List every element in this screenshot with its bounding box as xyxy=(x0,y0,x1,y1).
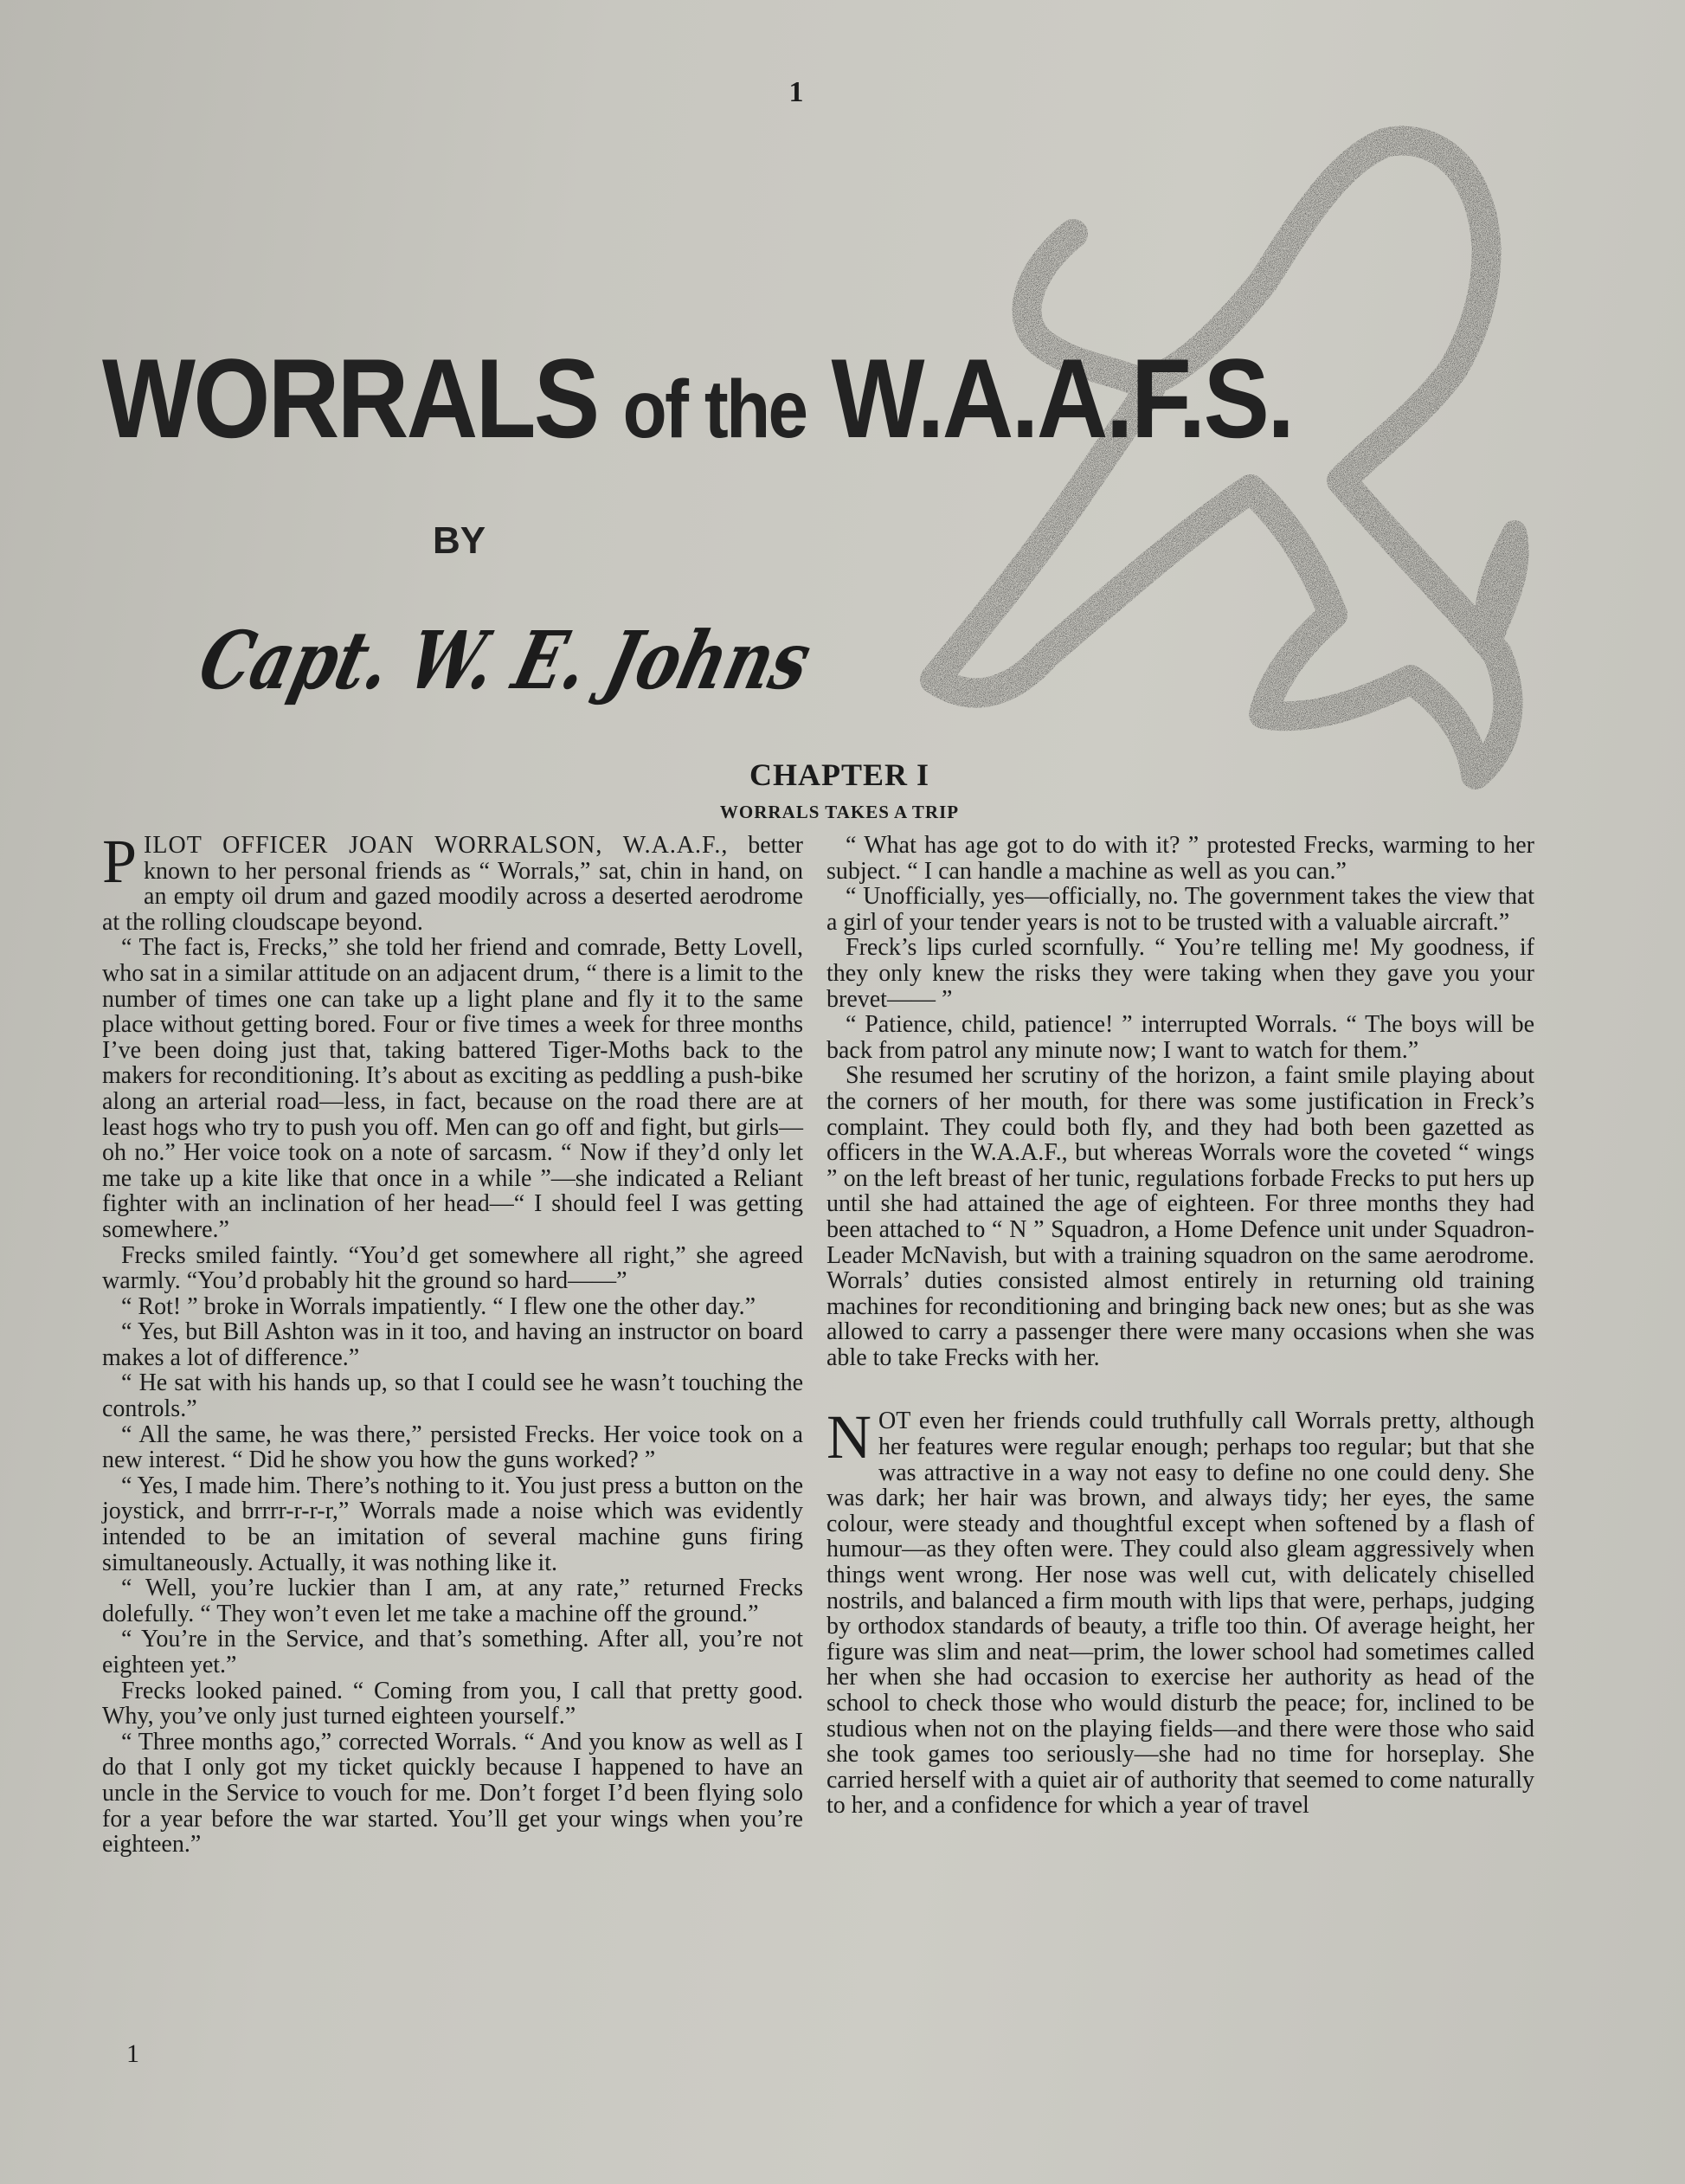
paragraph: Frecks looked pained. “ Coming from you, I call that pretty good. Why, you’ve only just turned eighteen yourself.” xyxy=(102,1677,803,1730)
left-column xyxy=(102,827,803,1859)
opening-paragraph xyxy=(102,827,803,936)
paragraph: “ The fact is, Frecks,” she told her friend and comrade, Betty Lovell, who sat in a similar attitude on an adjacent drum, “ there is a limit to the number of times one can take up a light plane and fly it to the same place without getting bored. Four or five times a week for three months I’ve been doing just that, taking battered Tiger-Moths back to the makers for reconditioning. It’s about as exciting as peddling a push-bike along an arterial road—less, in fact, because on the road there are at least hogs who try to push you off. Men can go off and fight, but girls—oh no.” Her voice took on a note of sarcasm. “ Now if they’d only let me take up a kite like that once in a while ”—she indicated a Reliant fighter with an inclination of her head—“ I should feel I was getting somewhere.” xyxy=(102,934,803,1243)
page-number-top: 1 xyxy=(788,76,804,108)
right-column xyxy=(826,833,1534,1819)
paragraph: “ Three months ago,” corrected Worrals. “ And you know as well as I do that I only got my ticket quickly because I happened to have an uncle in the Service to vouch for me. Don’t forget I’d been flying solo for a year before the war started. You’ll get your wings when you’re eighteen.” xyxy=(102,1728,803,1859)
page-number-bottom: 1 xyxy=(126,2039,139,2068)
dropcap: N xyxy=(826,1402,871,1472)
paragraph: “ Unofficially, yes—officially, no. The government takes the view that a girl of your tender years is not to be trusted with a valuable aircraft.” xyxy=(826,883,1534,936)
opening-caps: ILOT OFFICER JOAN WORRALSON, W.A.A.F., xyxy=(144,832,729,859)
paragraph: “ You’re in the Service, and that’s something. After all, you’re not eighteen yet.” xyxy=(102,1626,803,1678)
paragraph: better known to her personal friends as “ Worrals,” sat, chin in hand, on an empty oil drum and gazed moodily across a deserted aerodrome at the rolling cloudscape beyond. xyxy=(102,832,803,936)
paragraph: “ All the same, he was there,” persisted Frecks. Her voice took on a new interest. “ Did he show you how the guns worked? ” xyxy=(102,1421,803,1474)
title-main: WORRALS xyxy=(102,335,598,461)
paragraph: “ What has age got to do with it? ” protested Frecks, warming to her subject. “ I can handle a machine as well as you can.” xyxy=(826,832,1534,885)
section-break xyxy=(826,1370,1534,1408)
paragraph: She resumed her scrutiny of the horizon, a faint smile playing about the corners of her mouth, for there was some justification in Freck’s complaint. They could both fly, and they had both been gazetted as officers in the W.A.A.F., but whereas Worrals wore the coveted “ wings ” on the left breast of her tunic, regulations forbade Frecks to put hers up until she had attained the age of eighteen. For three months they had been attached to “ N ” Squadron, a Home Defence unit under Squadron-Leader McNavish, but with a training squadron on the same aerodrome. Worrals’ duties consisted almost entirely in returning old training machines for reconditioning and bringing back new ones; but as she was allowed to carry a passenger there were many occasions when she was able to take Frecks with her. xyxy=(826,1062,1534,1371)
second-section-paragraph xyxy=(826,1402,1534,1820)
title-of-the: of the xyxy=(622,364,807,455)
chapter-heading: CHAPTER I xyxy=(749,757,930,792)
story-title xyxy=(102,335,1293,461)
dropcap: P xyxy=(102,827,138,896)
paragraph: Freck’s lips curled scornfully. “ You’re telling me! My goodness, if they only knew the risks they were taking when they gave you your brevet—— ” xyxy=(826,934,1534,1013)
paragraph: Frecks smiled faintly. “You’d get somewhere all right,” she agreed warmly. “You’d probably hit the ground so hard——” xyxy=(102,1241,803,1295)
author-signature-icon xyxy=(190,597,977,727)
title-end: W.A.A.F.S. xyxy=(831,335,1293,461)
paragraph: “ Well, you’re luckier than I am, at any rate,” returned Frecks dolefully. “ They won’t even let me take a machine off the ground.” xyxy=(102,1575,803,1627)
paragraph: OT even her friends could truthfully call Worrals pretty, although her features were regular enough; perhaps too regular; but that she was attractive in a way not easy to define no one could deny. She was dark; her hair was brown, and always tidy; her eyes, the same colour, were steady and thoughtful except when softened by a flash of humour—as they often were. They could also gleam aggressively when things went wrong. Her nose was well cut, with delicately chiselled nostrils, and balanced a firm mouth with lips that were, perhaps, judging by orthodox standards of beauty, a trifle too thin. Of average height, her figure was slim and neat—prim, the lower school had sometimes called her when she had occasion to exercise her authority as head of the school to check those who would disturb the peace; for, inclined to be studious when not on the playing fields—and there were those who said she took games too seriously—she had no time for horseplay. She carried herself with a quiet air of authority that seemed to come naturally to her, and a confidence for which a year of travel xyxy=(826,1408,1534,1820)
byline: BY xyxy=(433,519,486,562)
paragraph: “ Yes, I made him. There’s nothing to it. You just press a button on the joystick, and brrrr-r-r-r,” Worrals made a noise which was evidently intended to be an imitation of several machine guns firing simultaneously. Actually, it was nothing like it. xyxy=(102,1472,803,1576)
chapter-title: WORRALS TAKES A TRIP xyxy=(719,802,960,822)
paragraph: “ Patience, child, patience! ” interrupted Worrals. “ The boys will be back from patrol any minute now; I want to watch for them.” xyxy=(826,1011,1534,1064)
paragraph: “ Yes, but Bill Ashton was in it too, and having an instructor on board makes a lot of difference.” xyxy=(102,1318,803,1371)
paragraph: “ He sat with his hands up, so that I could see he wasn’t touching the controls.” xyxy=(102,1369,803,1423)
paragraph: “ Rot! ” broke in Worrals impatiently. “ I flew one the other day.” xyxy=(121,1292,756,1320)
author-signature-text: Capt. W. E. Johns xyxy=(190,614,977,708)
